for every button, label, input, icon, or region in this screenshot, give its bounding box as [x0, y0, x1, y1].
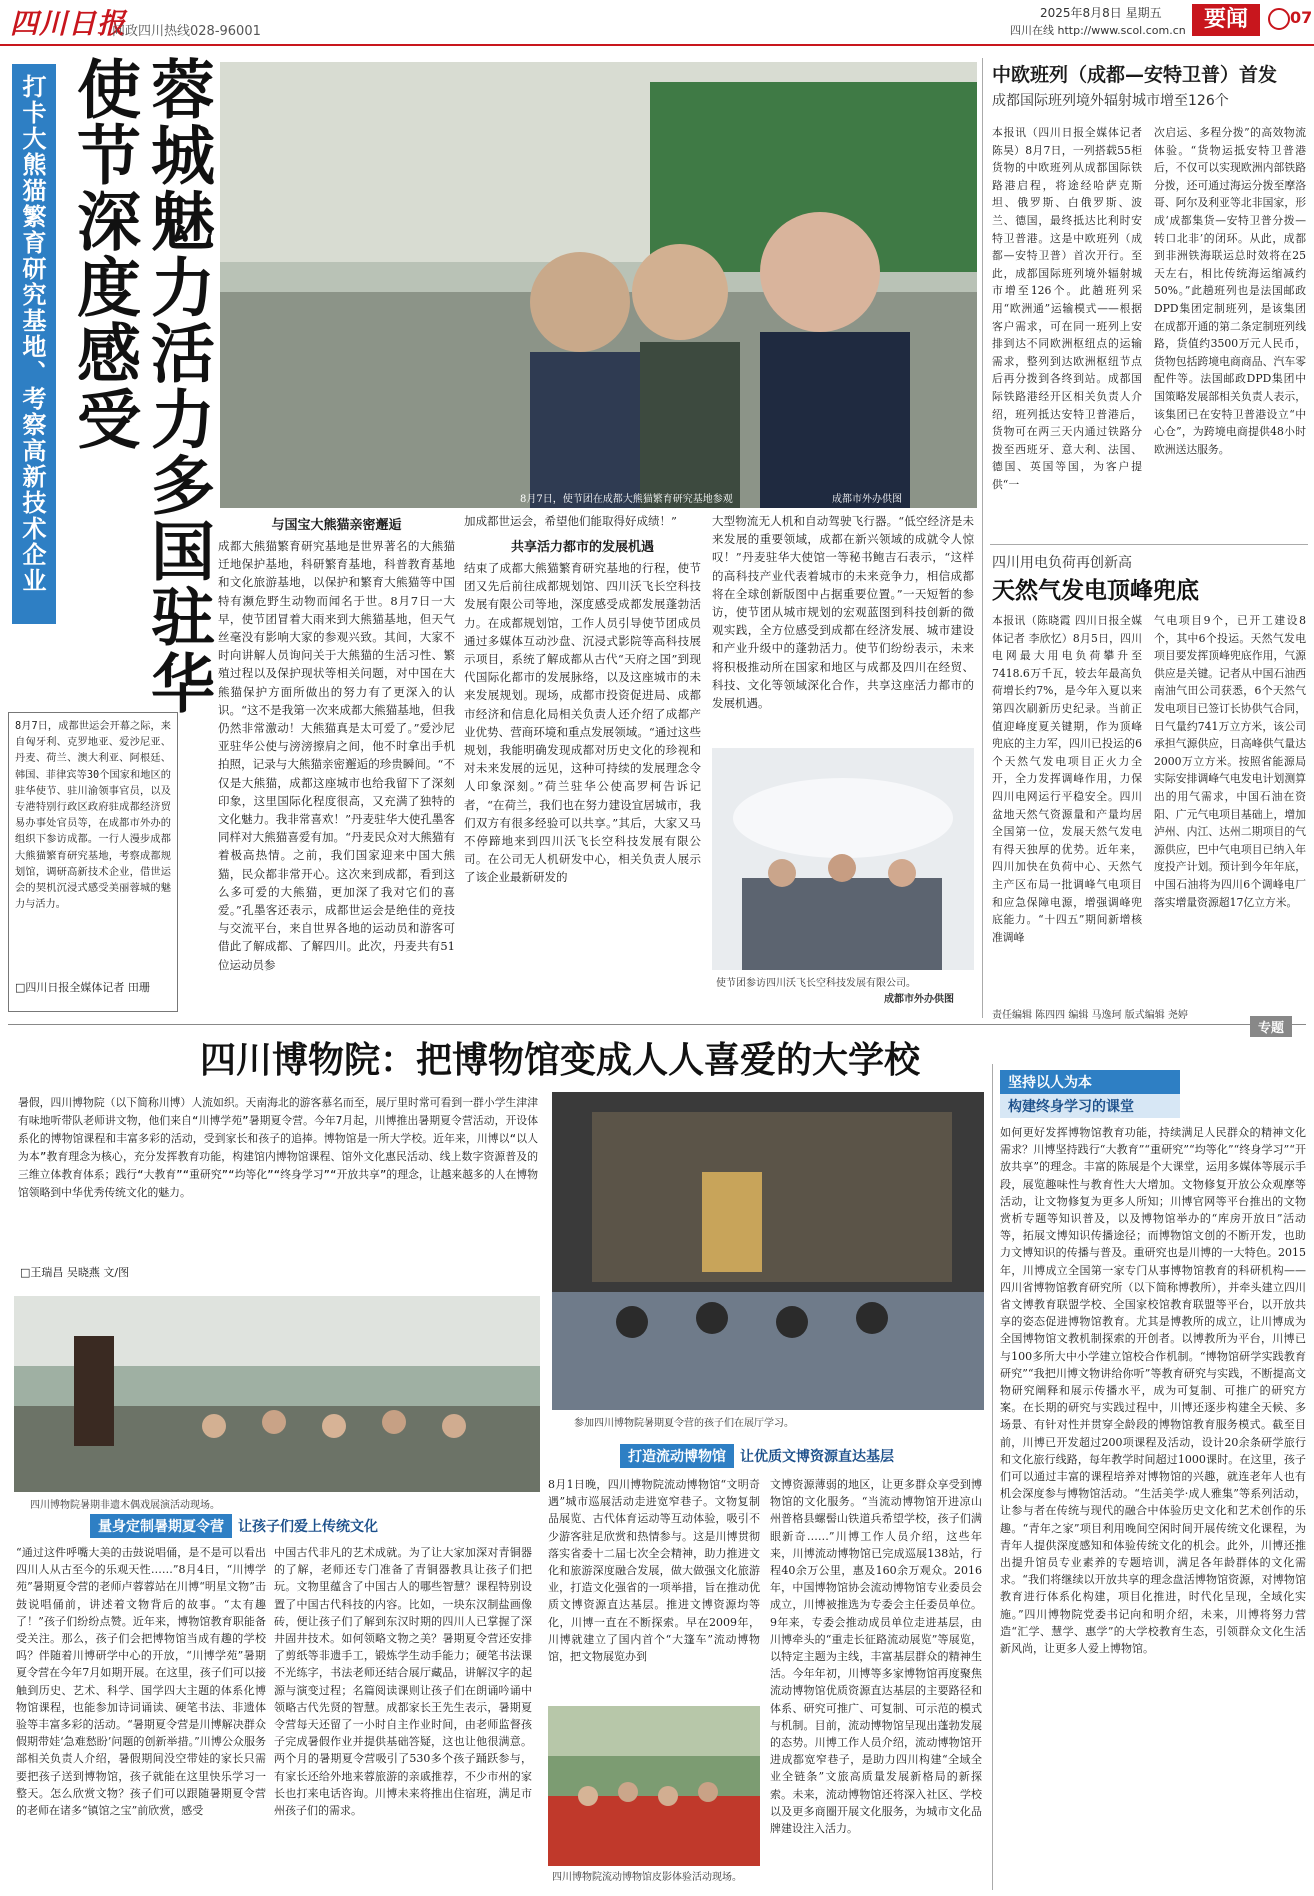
gas-kicker: 四川用电负荷再创新高: [992, 555, 1132, 571]
feature-headline: 四川博物院：把博物馆变成人人喜爱的大学校: [200, 1040, 921, 1081]
feature-photo-2-image: [552, 1092, 984, 1410]
lead-photo: [220, 62, 977, 508]
rail-subhead: 成都国际班列境外辐射城市增至126个: [992, 93, 1229, 109]
lead-photo-2-caption: 使节团参访四川沃飞长空科技发展有限公司。: [716, 978, 916, 989]
rail-headline: 中欧班列（成都—安特卫普）首发: [992, 64, 1278, 86]
sec3-col: 如何更好发挥博物馆教育功能，持续满足人民群众的精神文化需求？川博坚持践行“大教育”“重研究”“均等化”“终身学习”“开放共享”的理念。丰富的陈展是个大课堂，运用多媒体等展示手段，展览趣味性与教育性大大增加。文物修复开放公众观摩等活动，让文物修复为更多人所知；川博官网等平台推出的文物赏析专题等知识普及，以及博物馆举办的“库房开放日”活动等，拓展文博知识传播途径；而博物馆文创的不断开发，也助力文博知识的传播与普及。重研究也是川博的一大特色。2015年，川博成立全国第一家专门从事博物馆教育的科研机构——四川省博物馆教育研究所（以下简称博教所），并牵头建立四川省文博教育联盟学校、全国家校馆教育联盟等平台，以开放共享的姿态促进博物馆教育。尤其是博教所的成立，让川博成为全国博物馆文教机制探索的开创者。以博教所为平台，川博已与100多所大中小学建立馆校合作机制。“博物馆研学实践教育研究”“我把川博文物讲给你听”等教育研究与实践，不断提高文物研究阐释和展示传播水平，成为可复制、可推广的研究方案。在长期的研究与实践过程中，川博还逐步构建全天候、多场景、有针对性并贯穿全龄段的博物馆教育服务模式。截至目前，川博已开发超过200项课程及活动，设计20余条研学旅行和文化旅行线路，每年教学时间超过1000课时。在这里，孩子们可以通过丰富的课程培养对博物馆的兴趣，就连老年人也有机会深度参与博物馆活动。“生活美学·成人雅集”等系列活动，让参与者在传统与现代的融合中体验历史文化和艺术创作的乐趣。“青年之家”项目利用晚间空闲时间开展传统文化课程，为青年人提供深度感知和体验传统文化的机会。此外，川博还推出提升馆员专业素养的专题培训，满足各年龄群体的文化需求。“我们将继续以开放共享的理念盘活博物馆资源，对博物馆教育进行体系化构建，项目化推进，时代化呈现，全域化实施。”四川博物院党委书记向和明介绍，未来，川博将努力营造“汇学、慧学、惠学”的大学校教育生态，引领群众文化生活新风尚，让更多人爱上博物馆。: [1000, 1126, 1306, 1656]
feature-intro: 暑假，四川博物院（以下简称川博）人流如织。天南海北的游客慕名而至，展厅里时常可看到一群小学生津津有味地听带队老师讲文物，他们来自“川博学苑”暑期夏令营。今年7月起，川博推出暑期夏令营活动，开设体系化的博物馆课程和丰富多彩的活动，受到家长和孩子的追捧。博物馆是一所大学校。近年来，川博以“以人为本”教育理念为核心，充分发挥教育功能，构建馆内博物馆课程、馆外文化惠民活动、线上数字资源普及的三维立体教育体系；践行“大教育”“重研究”“均等化”“终身学习”“开放共享”的理念，让越来越多的人在博物馆领略到中华优秀传统文化的魅力。: [18, 1096, 538, 1199]
sec1-rest: 让孩子们爱上传统文化: [238, 1519, 378, 1535]
feature-photo-1-image: [14, 1296, 540, 1492]
sec3-tag: 坚持以人为本: [1000, 1070, 1180, 1094]
lead-byline: □四川日报全媒体记者 田珊: [15, 981, 150, 994]
sec1-col1: “通过这件呼嘴大美的击鼓说唱俑，是不是可以看出四川人从古至今的乐观天性……”8月4日，“川博学苑”暑期夏令营的老师卢蓉蓉站在川博“明星文物”击鼓说唱俑前，讲述着文物背后的故事。“太有趣了！”孩子们纷纷点赞。近年来，博物馆教育职能备受关注。那么，孩子们会把博物馆当成有趣的学校吗？伴随着川博研学中心的开放，“川博学苑”暑期夏令营在今年7月如期开展。在这里，孩子们可以接触到历史、艺术、科学、国学四大主题的体系化博物馆课程，也能参加诗词诵读、硬笔书法、非遗体验等丰富多彩的活动。“暑期夏令营是川博解决群众假期带娃‘急难愁盼’问题的创新举措。”川博公众服务部相关负责人介绍，暑假期间没空带娃的家长只需要把孩子送到博物馆，孩子就能在这里快乐学习一整天。怎么欣赏文物？孩子们可以跟随暑期夏令营的老师在诸多“镇馆之宝”前欣赏，感受: [16, 1546, 266, 1818]
lead-col2: [464, 512, 701, 1012]
lead-photo-2-credit: 成都市外办供图: [884, 994, 954, 1005]
lead-col1-text: 成都大熊猫繁育研究基地是世界著名的大熊猫迁地保护基地，科研繁育基地，科普教育基地和文化旅游基地，以保护和繁育大熊猫等中国特有濒危野生动物而闻名于世。8月7日一大早，使节团冒着大雨来到大熊猫基地，但天气丝毫没有影响大家的参观兴致。其间，大家不时向讲解人员询问关于大熊猫的生活习性、繁殖过程以及保护现状等相关问题，对中国在大熊猫保护方面所做出的努力有了更深入的认识。“这不是我第一次来成都大熊猫基地，但我仍然非常激动！大熊猫真是太可爱了。”爱沙尼亚驻华公使与滂滂擦肩之间，他不时拿出手机拍照，记录与大熊猫亲密邂逅的珍贵瞬间。“不仅是大熊猫，成都这座城市也给我留下了深刻印象，这里国际化程度很高，又充满了独特的文化魅力。我非常喜欢！”丹麦驻华大使孔墨客同样对大熊猫喜爱有加。“丹麦民众对大熊猫有着极高热情。之前，我们国家迎来中国大熊猫，民众都非常开心。这次来到成都，看到这么多可爱的大熊猫，更加深了我对它们的喜爱。”孔墨客还表示，成都世运会是绝佳的竞技与交流平台，来自世界各地的运动员和游客可借此了解成都、了解四川。此次，丹麦共有51位运动员参: [218, 539, 455, 972]
lead-subhead-2: 共享活力都市的发展机遇: [510, 540, 654, 555]
feature-photo-1: [14, 1296, 540, 1492]
rail-divider: [990, 544, 1308, 545]
masthead-logo: 四川日报: [10, 7, 127, 40]
sec1-tag: 量身定制暑期夏令营: [90, 1514, 232, 1538]
sec2-col1: 8月1日晚，四川博物院流动博物馆“文明奇遇”城市巡展活动走进宽窄巷子。文物复制品展览、古代体育运动等互动体验，吸引不少游客驻足欣赏和热情参与。这是川博贯彻落实省委十二届七次全会精神，助力推进文化和旅游深度融合发展，做大做强文化旅游业，打造文化强省的一项举措，旨在推动优质文博资源直达基层。推进文博资源均等化，川博一直在不断探索。早在2009年，川博就建立了国内首个“大篷车”流动博物馆，把文物展览办到: [548, 1478, 760, 1664]
section-label: 要闻: [1192, 4, 1260, 36]
sec2-col2: 文博资源薄弱的地区，让更多群众享受到博物馆的文化服务。“当流动博物馆开进凉山州普格县螺髻山铁道兵希望学校，孩子们满眼新奇……”川博工作人员介绍，这些年来，川博流动博物馆已完成巡展138站，行程40余万公里，惠及160余万观众。2016年，中国博物馆协会流动博物馆专业委员会成立，川博被推选为专委会主任委员单位。9年来，专委会推动成员单位走进基层，由川博牵头的“重走长征路流动展览”等展览，以特定主题为主线，丰富基层群众的精神生活。今年年初，川博等多家博物馆再度聚焦流动博物馆优质资源直达基层的主要路径和体系、研究可推广、可复制、可示范的模式与机制。目前，流动博物馆呈现出蓬勃发展的态势。川博工作人员介绍，流动博物馆开进成都宽窄巷子，是助力四川构建“全域全业全链条”文旅高质量发展新格局的新探索。未来，流动博物馆还将深入社区、学校以及更多商圈开展文化服务，为城市文化品牌建设注入活力。: [770, 1478, 982, 1836]
sec3-header: [1000, 1070, 1180, 1118]
lead-col1: [218, 512, 455, 1012]
feature-tag: 专题: [1250, 1016, 1292, 1037]
feature-photo-3: [548, 1706, 760, 1866]
lead-subhead-1: 与国宝大熊猫亲密邂逅: [271, 518, 402, 533]
masthead-rule: [0, 44, 1314, 46]
rail-col1: 本报讯（四川日报全媒体记者 陈昊）8月7日，一列搭载55柜货物的中欧班列从成都国际铁路港启程，将途经哈萨克斯坦、俄罗斯、白俄罗斯、波兰、德国，最终抵达比利时安特卫普港。这是中欧班列（成都—安特卫普）首次开行。至此，成都国际班列境外辐射城市增至126个。此趟班列采用“欧洲通”运输模式——根据客户需求，可在同一班列上安排到达不同欧洲枢纽点的运输需求，整列到达欧洲枢纽节点后再分拨到各终到站。成都国际铁路港经开区相关负责人介绍，班列抵达安特卫普港后，货物可在两三天内通过铁路分拨至西班牙、意大利、法国、德国、英国等国，为客户提供“一: [992, 126, 1142, 491]
masthead-date: 2025年8月8日 星期五: [1040, 6, 1162, 20]
lead-kicker: 打卡大熊猫繁育研究基地、考察高新技术企业: [12, 64, 56, 624]
sec3-rest: 构建终身学习的课堂: [1000, 1094, 1180, 1118]
gas-col2: 气电项目9个，已开工建设8个，其中6个投运。天然气发电项目要发挥顶峰兜底作用，气源供应是关键。记者从中国石油西南油气田公司获悉，6个天然气发电项目已签订长协供气合同，日气量约741万立方米，该公司承担气源供应，日高峰供气量达2000万立方米。按照省能源局实际安排调峰气电发电计划测算出的用气需求，中国石油在资阳、广元气电项目基础上，增加泸州、内江、达州二期项目的气源供应，巴中气电项目已纳入年度投产计划。预计到今年年底，中国石油将为四川6个调峰电厂落实增量资源超17亿立方米。: [1154, 614, 1306, 909]
feature-rule: [8, 1024, 1306, 1025]
feature-divider: [992, 1064, 993, 1890]
feature-photo-3-caption: 四川博物院流动博物馆皮影体验活动现场。: [552, 1872, 742, 1883]
feature-photo-1-caption: 四川博物院暑期非遗木偶戏展演活动现场。: [30, 1500, 220, 1511]
page-number: 07: [1290, 8, 1313, 27]
lead-col3a-text: 大型物流无人机和自动驾驶飞行器。“低空经济是未来发展的重要领域，成都在新兴领域的成就令人惊叹！”丹麦驻华大使馆一等秘书鲍吉石表示，“这样的高科技产业代表着城市的未来竞争力，相信成都将在全球创新版图中占据重要位置。”一天短暂的参访，使节团从城市规划的宏观蓝图到科技创新的微观实践，全方位感受到成都在经济发展、城市建设和产业升级中的蓬勃活力。使节们纷纷表示，未来将积极推动所在国家和地区与成都及四川在经贸、科技、文化等领域深化合作，共享这座活力都市的发展机遇。: [712, 514, 974, 711]
lead-col3: [712, 512, 974, 742]
sec2-rest: 让优质文博资源直达基层: [740, 1449, 894, 1465]
masthead: [0, 0, 1314, 46]
lead-headline: 蓉城魅力活力多国驻华使节深度感受: [66, 56, 214, 716]
sec1-col2: 中国古代非凡的艺术成就。为了让大家加深对青铜器的了解，老师还专门准备了青铜器教具让孩子们把玩。文物里蕴含了中国古人的哪些智慧？课程特别设置了中国古代科技的内容。比如，一块东汉制盐画像砖，便让孩子们了解到东汉时期的四川人已掌握了深井固井技术。如何领略文物之美？暑期夏令营还安排了剪纸等非遗手工，锻炼学生动手能力；硬笔书法课不光练字，书法老师还结合展厅藏品，讲解汉字的起源与演变过程；名篇阅读课则让孩子们在朗诵吟诵中领略古代先贤的智慧。成都家长王先生表示，暑期夏令营每天还留了一小时自主作业时间，由老师监督孩子完成暑假作业并提供基础答疑，这也让他很满意。两个月的暑期夏令营吸引了530多个孩子踊跃参与，有家长还给外地来蓉旅游的亲戚推荐，不少市州的家长也打来电话咨询。川博未来将推出住宿班，满足市州孩子们的需求。: [274, 1546, 532, 1818]
lead-photo-credit: 成都市外办供图: [832, 494, 902, 505]
rail-col2: 次启运、多程分拨”的高效物流体验。“货物运抵安特卫普港后，不仅可以实现欧洲内部铁路分拨，还可通过海运分拨至摩洛哥、阿尔及利亚等北非国家，形成‘成都集货—安特卫普分拨—转口北非’的闭环。从此，成都到非洲铁海联运总时效将在25天左右，相比传统海运缩减约50%。”此趟班列也是法国邮政DPD集团定制班列，是该集团在成都开通的第二条定制班列线路，货值约3500万元人民币，货物包括跨境电商商品、汽车零配件等。法国邮政DPD集团中国策略发展部相关负责人表示，该集团已在安特卫普港设立“中心仓”，为跨境电商提供48小时欧洲送达服务。: [1154, 126, 1306, 456]
sec1-header: [90, 1514, 378, 1538]
lead-photo-2: [712, 748, 974, 970]
lead-intro: 8月7日，成都世运会开幕之际，来自匈牙利、克罗地亚、爱沙尼亚、丹麦、荷兰、澳大利亚、阿根廷、韩国、菲律宾等30个国家和地区的驻华使节、驻川渝领事官员，以及专港特别行政区政府驻成都经济贸易办事处官员等，在成都市外办的组织下参访成都。一行人漫步成都大熊猫繁育研究基地，考察成都规划馆，调研高新技术企业，借世运会的契机沉浸式感受美丽蓉城的魅力与活力。: [15, 721, 171, 911]
sec2-tag: 打造流动博物馆: [620, 1444, 734, 1468]
sec2-header: [620, 1444, 894, 1468]
masthead-hotline: 问政四川热线028-96001: [112, 24, 261, 39]
panda-logo-icon: [1268, 8, 1290, 30]
feature-byline: □王瑞昌 吴晓燕 文/图: [20, 1266, 130, 1279]
lead-photo-caption: 8月7日，使节团在成都大熊猫繁育研究基地参观: [520, 494, 733, 505]
lead-col2b-text: 结束了成都大熊猫繁育研究基地的行程，使节团又先后前往成都规划馆、四川沃飞长空科技发展有限公司等地，深度感受成都发展蓬勃活力。在成都规划馆，工作人员引导使节团成员通过多媒体互动沙盘、沉浸式影院等高科技展示项目，系统了解成都从古代“天府之国”到现代国际化都市的发展脉络，以及这座城市的未来发展规划。现场，成都市投资促进局、成都市经济和信息化局相关负责人还介绍了成都产业优势、营商环境和重点发展领域。“通过这些规划，我能明确发现成都对历史文化的珍视和对未来发展的远见，这种可持续的发展理念令人印象深刻。”荷兰驻华公使高罗柯告诉记者，“在荷兰，我们也在努力建设宜居城市，我们双方有很多经验可以共享。”其后，大家又马不停蹄地来到四川沃飞长空科技发展有限公司。在公司无人机研发中心，相关负责人展示了该企业最新研发的: [464, 561, 701, 885]
divider-right: [982, 58, 983, 1018]
lead-col2a-text: 加成都世运会，希望他们能取得好成绩！”: [464, 514, 677, 528]
editor-credits: 责任编辑 陈四四 编辑 马逸珂 版式编辑 尧婷: [992, 1010, 1188, 1021]
lead-photo-image: [220, 62, 977, 508]
masthead-site: 四川在线 http://www.scol.com.cn: [1010, 24, 1186, 37]
lead-intro-box: [8, 712, 178, 1012]
feature-photo-2: [552, 1092, 984, 1410]
feature-photo-3-image: [548, 1706, 760, 1866]
gas-col1: 本报讯（陈晓霞 四川日报全媒体记者 李欣忆）8月5日，四川电网最大用电负荷攀升至7418.6万千瓦，较去年最高负荷增长约7%，是今年入夏以来第四次刷新历史纪录。当前正值迎峰度夏关键期，作为顶峰兜底的主力军，四川已投运的6个天然气发电项目正火力全开，全力发挥调峰作用，力保四川电网运行平稳安全。四川盆地天然气资源量和产量均居全国第一位，发展天然气发电有得天独厚的优势。近年来，四川加快在负荷中心、天然气主产区布局一批调峰气电项目和应急保障电源，增强调峰兜底能力。“十四五”期间新增核准调峰: [992, 614, 1142, 944]
feature-photo-2-caption: 参加四川博物院暑期夏令营的孩子们在展厅学习。: [574, 1418, 794, 1429]
gas-headline: 天然气发电顶峰兜底: [992, 578, 1199, 604]
lead-photo-2-image: [712, 748, 974, 970]
